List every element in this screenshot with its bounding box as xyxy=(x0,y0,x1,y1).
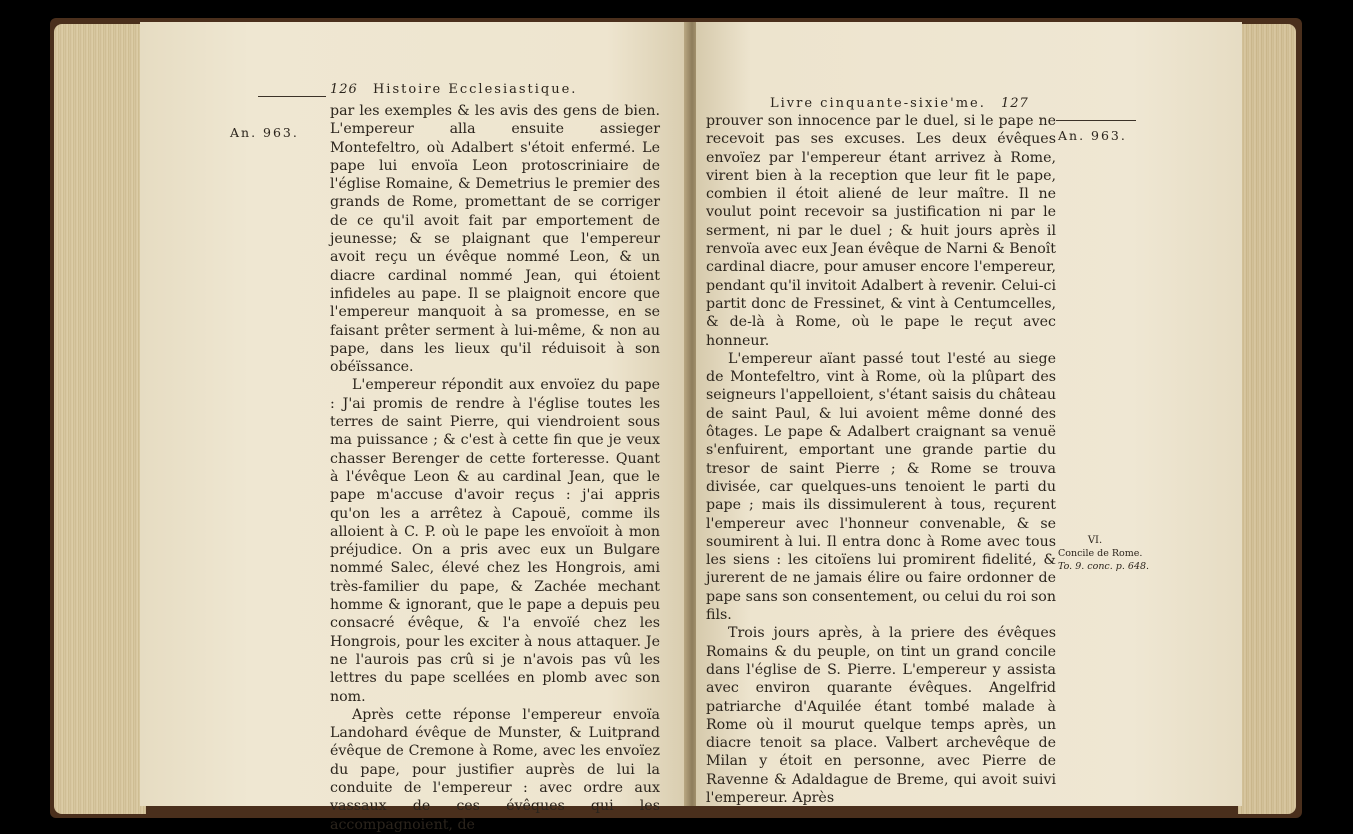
running-title: Histoire Ecclesiastique. xyxy=(372,82,578,97)
paragraph: L'empereur répondit aux envoïez du pape : J'ai promis de rendre à l'église toutes les terres de saint Pierre, qui viendroient sous ma puissance ; & c'est à cette fin que je veux chasser Berenger de cette forteresse. Quant à l'évêque Leon & au cardinal Jean, que le pape m'accuse d'avoir reçus : j'ai appris qu'on les a arrêtez à Capouë, comme ils alloient à C. P. où le pape les envoïoit à mon préjudice. On a pris avec eux un Bulgare nommé Salec, élevé chez les Hongrois, ami très-familier du pape, & Zachée mechant homme & ignorant, que le pape a depuis peu consacré évêque, & l'a envoïé chez les Hongrois, pour les exciter à nous attaquer. Je ne l'aurois pas crû si je n'avois pas vû les lettres du pape scellées en plomb avec son nom. xyxy=(330,377,660,705)
side-note-reference: To. 9. conc. p. 648. xyxy=(1058,561,1150,572)
paragraph: prouver son innocence par le duel, si le pape ne recevoit pas ses excuses. Les deux évêques envoïez par l'empereur étant arrivez à Rome, virent bien à la reception que leur fit le pape, combien il étoit aliené de leur maître. Il ne voulut point recevoir sa justification ni par le serment, ni par le duel ; & huit jours après il renvoïa avec eux Jean évêque de Narni & Benoît cardinal diacre, pour amuser encore l'empereur, pendant qu'il invitoit Adalbert à revenir. Celui-ci partit donc de Fressinet, & vint à Centumcelles, & de-là à Rome, où le pape le reçut avec honneur. xyxy=(706,113,1056,349)
page-number: 127 xyxy=(1001,96,1029,111)
right-page-edges xyxy=(1238,24,1296,814)
right-page xyxy=(696,22,1242,806)
left-page-text xyxy=(330,102,660,834)
left-page xyxy=(140,22,690,833)
side-note xyxy=(1058,534,1150,573)
right-page-header xyxy=(760,96,1029,111)
paragraph: L'empereur aïant passé tout l'esté au siege de Montefeltro, vint à Rome, où la plûpart des seigneurs l'appelloient, s'étant saisis du château de saint Paul, & lui avoient même donné des ôtages. Le pape & Adalbert craignant sa venuë s'enfuirent, emportant une grande partie du tresor de saint Pierre ; & Rome se trouva divisée, car quelques-uns tenoient le parti du pape ; mais ils dissimulerent à tous, reçurent l'empereur avec l'honneur convenable, & se soumirent à lui. Il entra donc à Rome avec tous les siens : les citoïens lui promirent fidelité, & jurerent de ne jamais élire ou faire ordonner de pape sans son consentement, ou celui du roi son fils. xyxy=(706,350,1056,624)
paragraph: par les exemples & les avis des gens de bien. L'empereur alla ensuite assieger Montefeltro, où Adalbert s'étoit enfermé. Le pape lui envoïa Leon protoscriniaire de l'église Romaine, & Demetrius le premier des grands de Rome, promettant de se corriger de ce qu'il avoit fait par emportement de jeunesse; & se plaignant que l'empereur avoit reçu un évêque nommé Leon, & un diacre cardinal nommé Jean, qui étoient infideles au pape. Il se plaignoit encore que l'empereur manquoit à sa promesse, en se faisant prêter serment à lui-même, & non au pape, dans les lieux qu'il réduisoit à son obéïssance. xyxy=(330,103,660,376)
margin-year: An. 963. xyxy=(1058,128,1127,143)
running-title: Livre cinquante-sixie'me. xyxy=(770,96,986,111)
left-page-edges xyxy=(54,24,146,814)
page-number: 126 xyxy=(330,82,358,97)
margin-year: An. 963. xyxy=(230,125,299,140)
paragraph: Après cette réponse l'empereur envoïa Landohard évêque de Munster, & Luitprand évêque de Cremone à Rome, avec les envoïez du pape, pour justifier auprès de lui la conduite de l'empereur : avec ordre aux vassaux de ces évêques qui les accompagnoient, de xyxy=(330,706,660,833)
chapter-number: VI. xyxy=(1087,535,1103,546)
side-note-title: Concile de Rome. xyxy=(1058,548,1143,559)
margin-rule xyxy=(1056,120,1136,121)
margin-rule xyxy=(258,96,326,97)
left-page-header xyxy=(330,82,587,97)
paragraph: Trois jours après, à la priere des évêques Romains & du peuple, on tint un grand concile dans l'église de S. Pierre. L'empereur y assista avec environ quarante évêques. Angelfrid patriarche d'Aquilée étant tombé malade à Rome où il mourut quelque temps après, un diacre tenoit sa place. Valbert archevêque de Milan y étoit en personne, avec Pierre de Ravenne & Adaldague de Breme, qui avoit suivi l'empereur. Après xyxy=(706,625,1056,806)
right-page-text xyxy=(706,112,1056,807)
